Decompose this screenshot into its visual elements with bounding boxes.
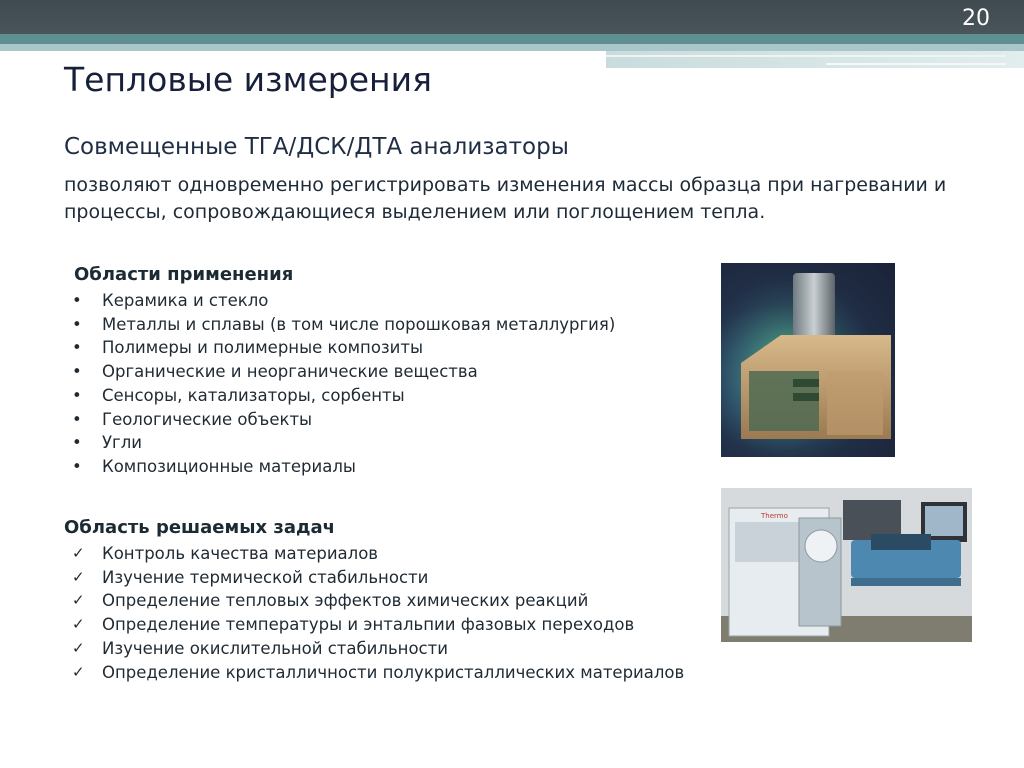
- list-item: • Сенсоры, катализаторы, сорбенты: [64, 384, 615, 408]
- header-line-short: [826, 63, 1006, 65]
- tasks-section: [64, 517, 684, 684]
- list-item: • Керамика и стекло: [64, 289, 615, 313]
- checkmark-icon: ✓: [72, 567, 85, 586]
- list-item: • Композиционные материалы: [64, 455, 615, 479]
- applications-section: [64, 264, 615, 479]
- checkmark-icon: ✓: [72, 544, 85, 562]
- list-item: ✓ Определение тепловых эффектов химических реакций: [64, 589, 684, 613]
- bullet-icon: •: [72, 385, 82, 405]
- list-item: • Угли: [64, 431, 615, 455]
- list-item: • Металлы и сплавы (в том числе порошковая металлургия): [64, 313, 615, 337]
- header-stripe-teal: [0, 34, 1024, 44]
- list-item: • Полимеры и полимерные композиты: [64, 336, 615, 360]
- slide-number: 20: [962, 6, 990, 31]
- bullet-icon: •: [72, 433, 82, 453]
- bullet-icon: •: [72, 409, 82, 429]
- top-header-bar: [0, 0, 1024, 34]
- bullet-icon: •: [72, 291, 82, 310]
- bullet-icon: •: [72, 314, 82, 334]
- bullet-icon: •: [72, 338, 82, 358]
- brand-label: Thermo: [761, 512, 788, 520]
- tasks-heading: Область решаемых задач: [64, 517, 336, 538]
- list-item: ✓ Контроль качества материалов: [64, 542, 684, 566]
- bullet-icon: •: [72, 362, 82, 382]
- slide-title: Тепловые измерения: [64, 60, 432, 99]
- intro-paragraph: позволяют одновременно регистрировать изменения массы образца при нагревании и процессы, сопровождающиеся выделением или поглощением тепла.: [64, 174, 947, 223]
- tga-dsc-instrument-photo: [721, 263, 895, 457]
- instrument-illustration: [721, 263, 895, 457]
- checkmark-icon: ✓: [72, 638, 85, 657]
- list-item: • Органические и неорганические вещества: [64, 360, 615, 384]
- bullet-icon: •: [72, 456, 82, 476]
- list-item: ✓ Изучение окислительной стабильности: [64, 637, 684, 661]
- header-line: [606, 55, 1006, 57]
- checkmark-icon: ✓: [72, 591, 85, 610]
- list-item: • Геологические объекты: [64, 408, 615, 432]
- checkmark-icon: ✓: [72, 662, 85, 681]
- list-item: ✓ Определение температуры и энтальпии фазовых переходов: [64, 613, 684, 637]
- applications-list: [64, 289, 615, 479]
- thermo-instrument-photo: [721, 488, 972, 642]
- applications-heading: Области применения: [74, 264, 294, 285]
- list-item: ✓ Определение кристалличности полукристаллических материалов: [64, 661, 684, 685]
- tasks-list: [64, 542, 684, 684]
- slide-subtitle: Совмещенные ТГА/ДСК/ДТА анализаторы: [64, 134, 569, 160]
- header-stripe-right: [606, 51, 1024, 68]
- checkmark-icon: ✓: [72, 615, 85, 634]
- header-stripe-light: [0, 44, 1024, 51]
- lab-setup-illustration: [721, 488, 972, 642]
- list-item: ✓ Изучение термической стабильности: [64, 566, 684, 590]
